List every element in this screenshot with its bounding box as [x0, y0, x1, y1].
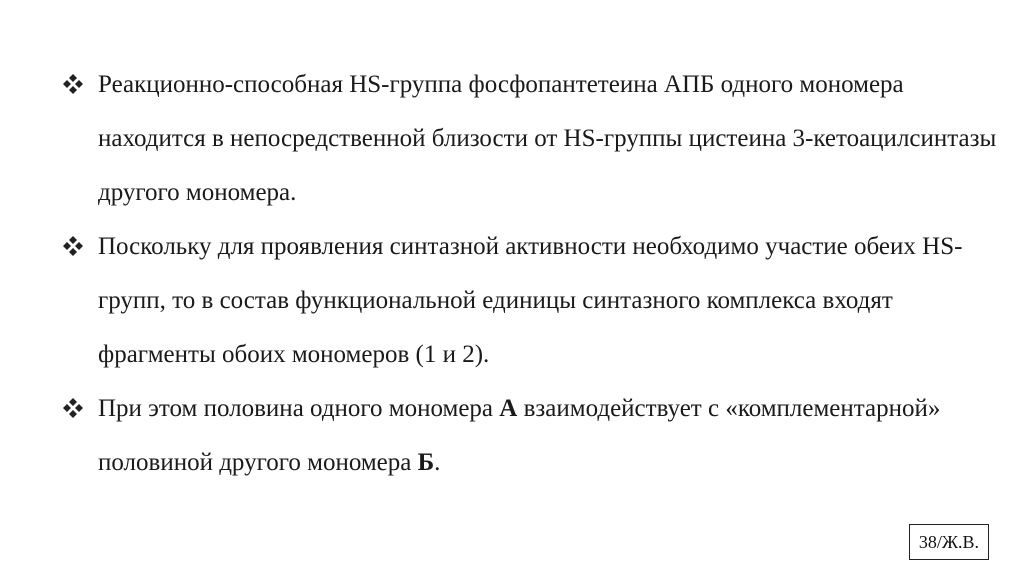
bullet-item: [62, 58, 1012, 220]
bullet-text: Поскольку для проявления синтазной активности необходимо участие обеих HS-групп, то в состав функциональной единицы синтазного комплекса входят фрагменты обоих мономеров (1 и 2).: [98, 233, 963, 368]
monomer-b-label: Б: [417, 449, 435, 476]
monomer-a-label: А: [499, 395, 518, 422]
four-diamond-bullet-icon: [62, 235, 84, 257]
bullet-text: При этом половина одного мономера А взаимодействует с «комплементарной» половиной другого мономера Б.: [98, 395, 941, 476]
page-number: 38/Ж.В.: [909, 524, 989, 560]
bullet-item: [62, 220, 1012, 382]
bullet-text: Реакционно-способная HS-группа фосфопантетеина АПБ одного мономера находится в непосредственной близости от HS-группы цистеина 3-кетоацилсинтазы другого мономера.: [98, 71, 997, 206]
four-diamond-bullet-icon: [62, 397, 84, 419]
bullet-item: [62, 382, 1012, 490]
bullet-list: [62, 58, 1012, 490]
four-diamond-bullet-icon: [62, 73, 84, 95]
